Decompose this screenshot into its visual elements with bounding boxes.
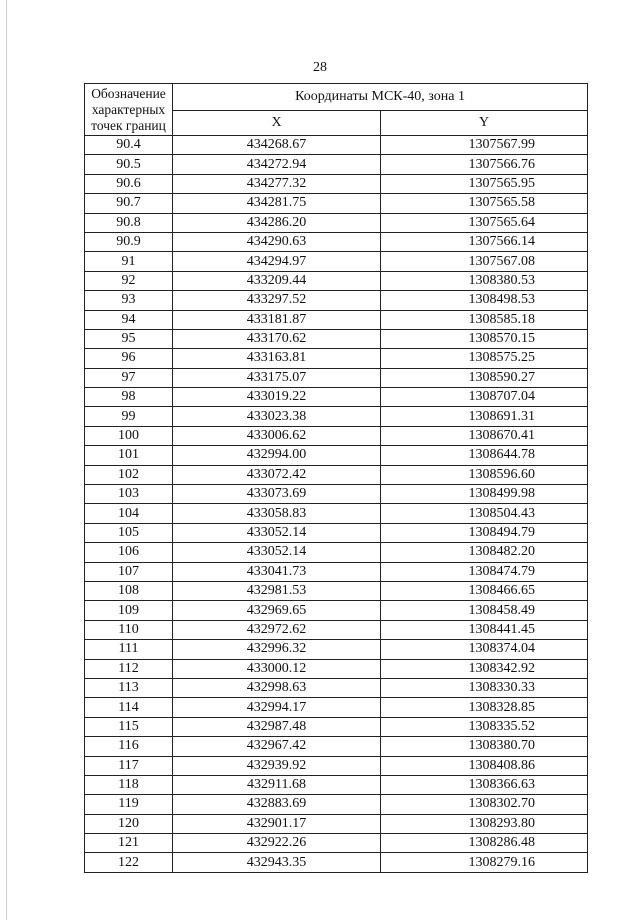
point-cell: 109 — [85, 601, 173, 620]
point-cell: 96 — [85, 349, 173, 368]
x-cell: 434286.20 — [173, 213, 381, 232]
point-cell: 98 — [85, 388, 173, 407]
x-cell: 432987.48 — [173, 717, 381, 736]
x-cell: 433297.52 — [173, 291, 381, 310]
y-cell: 1308286.48 — [381, 834, 588, 853]
point-cell: 106 — [85, 543, 173, 562]
x-cell: 433170.62 — [173, 329, 381, 348]
x-cell: 433052.14 — [173, 543, 381, 562]
y-cell: 1308380.53 — [381, 271, 588, 290]
table-row — [85, 640, 588, 659]
point-cell: 102 — [85, 465, 173, 484]
point-cell: 90.7 — [85, 194, 173, 213]
y-column-header: Y — [381, 111, 588, 136]
x-cell: 434277.32 — [173, 174, 381, 193]
x-column-header: X — [173, 111, 381, 136]
x-cell: 432972.62 — [173, 620, 381, 639]
table-row — [85, 678, 588, 697]
y-cell: 1308504.43 — [381, 504, 588, 523]
x-cell: 432901.17 — [173, 814, 381, 833]
point-cell: 104 — [85, 504, 173, 523]
table-row — [85, 252, 588, 271]
y-cell: 1307565.95 — [381, 174, 588, 193]
y-cell: 1308328.85 — [381, 698, 588, 717]
point-cell: 94 — [85, 310, 173, 329]
y-cell: 1308302.70 — [381, 795, 588, 814]
point-cell: 117 — [85, 756, 173, 775]
scan-edge-line — [6, 0, 7, 920]
point-cell: 105 — [85, 523, 173, 542]
point-label-header: Обозначение характерных точек границ — [85, 84, 173, 136]
x-cell: 433209.44 — [173, 271, 381, 290]
table-row — [85, 368, 588, 387]
y-cell: 1308374.04 — [381, 640, 588, 659]
table-row — [85, 232, 588, 251]
y-cell: 1307565.58 — [381, 194, 588, 213]
x-cell: 433052.14 — [173, 523, 381, 542]
x-cell: 433041.73 — [173, 562, 381, 581]
page-number: 28 — [313, 60, 327, 75]
table-row — [85, 659, 588, 678]
table-row — [85, 814, 588, 833]
table-row — [85, 446, 588, 465]
x-cell: 434294.97 — [173, 252, 381, 271]
table-row — [85, 426, 588, 445]
y-cell: 1308279.16 — [381, 853, 588, 872]
point-cell: 120 — [85, 814, 173, 833]
x-cell: 432969.65 — [173, 601, 381, 620]
table-header — [85, 84, 588, 136]
point-cell: 121 — [85, 834, 173, 853]
y-cell: 1308494.79 — [381, 523, 588, 542]
y-cell: 1308585.18 — [381, 310, 588, 329]
table-row — [85, 213, 588, 232]
x-cell: 434272.94 — [173, 155, 381, 174]
table-row — [85, 834, 588, 853]
table-row — [85, 291, 588, 310]
x-cell: 432998.63 — [173, 678, 381, 697]
point-cell: 113 — [85, 678, 173, 697]
y-cell: 1308570.15 — [381, 329, 588, 348]
x-cell: 433163.81 — [173, 349, 381, 368]
table-row — [85, 698, 588, 717]
table-row — [85, 194, 588, 213]
point-cell: 90.4 — [85, 136, 173, 155]
point-cell: 116 — [85, 737, 173, 756]
coordinates-table — [84, 83, 588, 873]
x-cell: 432911.68 — [173, 775, 381, 794]
table-row — [85, 756, 588, 775]
y-cell: 1307566.76 — [381, 155, 588, 174]
x-cell: 432994.00 — [173, 446, 381, 465]
x-cell: 432967.42 — [173, 737, 381, 756]
table-body — [85, 136, 588, 873]
x-cell: 432943.35 — [173, 853, 381, 872]
y-cell: 1308596.60 — [381, 465, 588, 484]
y-cell: 1308474.79 — [381, 562, 588, 581]
point-cell: 107 — [85, 562, 173, 581]
table-row — [85, 504, 588, 523]
coords-group-header: Координаты МСК-40, зона 1 — [173, 84, 588, 111]
y-cell: 1307567.08 — [381, 252, 588, 271]
table-row — [85, 795, 588, 814]
point-cell: 111 — [85, 640, 173, 659]
y-cell: 1308590.27 — [381, 368, 588, 387]
y-cell: 1308466.65 — [381, 581, 588, 600]
table-row — [85, 853, 588, 872]
x-cell: 432981.53 — [173, 581, 381, 600]
point-cell: 103 — [85, 485, 173, 504]
x-cell: 432883.69 — [173, 795, 381, 814]
table-row — [85, 562, 588, 581]
y-cell: 1308380.70 — [381, 737, 588, 756]
point-cell: 118 — [85, 775, 173, 794]
y-cell: 1308330.33 — [381, 678, 588, 697]
table-row — [85, 310, 588, 329]
x-cell: 434281.75 — [173, 194, 381, 213]
point-cell: 90.8 — [85, 213, 173, 232]
y-cell: 1308498.53 — [381, 291, 588, 310]
x-cell: 433019.22 — [173, 388, 381, 407]
table-row — [85, 581, 588, 600]
table-row — [85, 523, 588, 542]
x-cell: 432996.32 — [173, 640, 381, 659]
point-cell: 95 — [85, 329, 173, 348]
point-cell: 99 — [85, 407, 173, 426]
x-cell: 433006.62 — [173, 426, 381, 445]
y-cell: 1308707.04 — [381, 388, 588, 407]
y-cell: 1308408.86 — [381, 756, 588, 775]
point-cell: 100 — [85, 426, 173, 445]
table-row — [85, 155, 588, 174]
table-row — [85, 543, 588, 562]
table-row — [85, 620, 588, 639]
x-cell: 433181.87 — [173, 310, 381, 329]
point-cell: 119 — [85, 795, 173, 814]
table-row — [85, 174, 588, 193]
point-cell: 101 — [85, 446, 173, 465]
point-cell: 90.9 — [85, 232, 173, 251]
y-cell: 1307565.64 — [381, 213, 588, 232]
y-cell: 1308366.63 — [381, 775, 588, 794]
table-row — [85, 407, 588, 426]
x-cell: 433000.12 — [173, 659, 381, 678]
table-row — [85, 485, 588, 504]
table-row — [85, 717, 588, 736]
point-cell: 108 — [85, 581, 173, 600]
y-cell: 1308482.20 — [381, 543, 588, 562]
y-cell: 1307566.14 — [381, 232, 588, 251]
point-cell: 90.5 — [85, 155, 173, 174]
x-cell: 433175.07 — [173, 368, 381, 387]
y-cell: 1308670.41 — [381, 426, 588, 445]
point-cell: 90.6 — [85, 174, 173, 193]
point-cell: 92 — [85, 271, 173, 290]
x-cell: 433023.38 — [173, 407, 381, 426]
y-cell: 1308441.45 — [381, 620, 588, 639]
point-cell: 97 — [85, 368, 173, 387]
point-cell: 91 — [85, 252, 173, 271]
point-cell: 112 — [85, 659, 173, 678]
table-row — [85, 601, 588, 620]
y-cell: 1308458.49 — [381, 601, 588, 620]
x-cell: 432939.92 — [173, 756, 381, 775]
x-cell: 434268.67 — [173, 136, 381, 155]
y-cell: 1308499.98 — [381, 485, 588, 504]
point-cell: 93 — [85, 291, 173, 310]
y-cell: 1308644.78 — [381, 446, 588, 465]
point-cell: 122 — [85, 853, 173, 872]
y-cell: 1308335.52 — [381, 717, 588, 736]
point-cell: 114 — [85, 698, 173, 717]
point-cell: 115 — [85, 717, 173, 736]
table-row — [85, 136, 588, 155]
x-cell: 434290.63 — [173, 232, 381, 251]
table-row — [85, 349, 588, 368]
table-row — [85, 737, 588, 756]
table-row — [85, 775, 588, 794]
table-row — [85, 465, 588, 484]
x-cell: 433073.69 — [173, 485, 381, 504]
y-cell: 1308691.31 — [381, 407, 588, 426]
table-row — [85, 271, 588, 290]
y-cell: 1308342.92 — [381, 659, 588, 678]
y-cell: 1308293.80 — [381, 814, 588, 833]
y-cell: 1307567.99 — [381, 136, 588, 155]
x-cell: 432922.26 — [173, 834, 381, 853]
x-cell: 432994.17 — [173, 698, 381, 717]
x-cell: 433058.83 — [173, 504, 381, 523]
point-cell: 110 — [85, 620, 173, 639]
y-cell: 1308575.25 — [381, 349, 588, 368]
table-row — [85, 388, 588, 407]
table-row — [85, 329, 588, 348]
x-cell: 433072.42 — [173, 465, 381, 484]
